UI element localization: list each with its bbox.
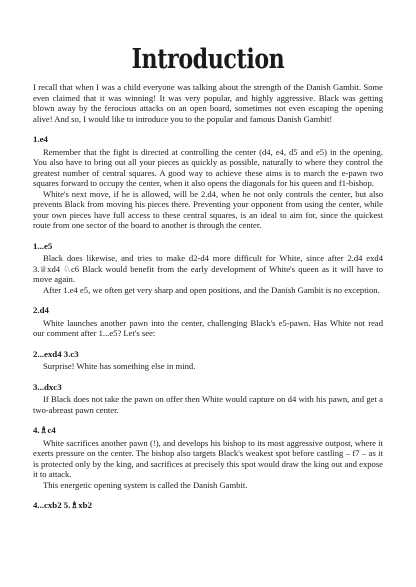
paragraph: After 1.e4 e5, we often get very sharp and open positions, and the Danish Gambit is no exception.	[43, 284, 380, 295]
move-heading: 3...dxc3	[33, 381, 62, 392]
page-title: Introduction	[131, 44, 285, 75]
section-4	[33, 349, 383, 372]
paragraph: Remember that the fight is directed at controlling the center (d4, e4, d5 and e5) in the opening. You also have to bring out all your pieces as quickly as possible, naturally to where they control the greatest number of central squares. A good way to achieve these aims is to march the e-pawn two squares forward to occupy the center, when it also opens the diagonals for his queen and f1-bishop.	[33, 146, 383, 188]
paragraph: White's next move, if he is allowed, will be 2.d4, when he not only controls the center, but also prevents Black from moving his pieces there. Preventing your opponent from using the center, while your own pieces have full access to these central squares, is an ideal to aim for, since the quickest route from one sector of the board to another is through the center.	[33, 188, 383, 230]
paragraph: White launches another pawn into the center, challenging Black's e5-pawn. Has White not read our comment after 1...e5? Let's see:	[33, 317, 383, 338]
move-heading: 4...cxb2 5.♗xb2	[33, 500, 92, 510]
section-1	[33, 134, 383, 231]
paragraph: This energetic opening system is called the Danish Gambit.	[43, 479, 248, 490]
paragraph: If Black does not take the pawn on offer then White would capture on d4 with his pawn, and get a two-abreast pawn center.	[33, 394, 383, 415]
move-heading: 1...e5	[33, 240, 53, 251]
section-3	[33, 305, 383, 339]
section-2	[33, 241, 383, 296]
move-heading: 2.d4	[33, 305, 49, 315]
move-heading: 2...exd4 3.c3	[33, 348, 79, 359]
move-heading: 1.e4	[33, 134, 48, 144]
move-heading: 4.♗c4	[33, 425, 56, 435]
section-5	[33, 382, 383, 416]
paragraph: White sacrifices another pawn (!), and develops his bishop to its most aggressive outpost, where it exerts pressure on the center. The bishop also targets Black's weakest spot before castling – f7 – as it is protected only by the king, and sacrifices at precisely this spot would draw the king out and expose it to attack.	[33, 437, 383, 479]
section-7	[33, 500, 383, 511]
paragraph: Surprise! White has something else in mind.	[43, 361, 196, 371]
section-6	[33, 425, 383, 490]
intro-paragraph: I recall that when I was a child everyone was talking about the strength of the Danish Gambit. Some even claimed that it was winning! It was very popular, and highly aggressive. Black was getting blown away by the ferocious attacks on an open board, sometimes not even escaping the opening alive! And so, I would like to introduce you to the popular and famous Danish Gambit!	[33, 82, 383, 124]
paragraph: Black does likewise, and tries to make d2-d4 more difficult for White, since after 2.d4 exd4 3.♕xd4 ♘c6 Black would benefit from the early development of White's queen as it will have to move again.	[33, 253, 383, 284]
